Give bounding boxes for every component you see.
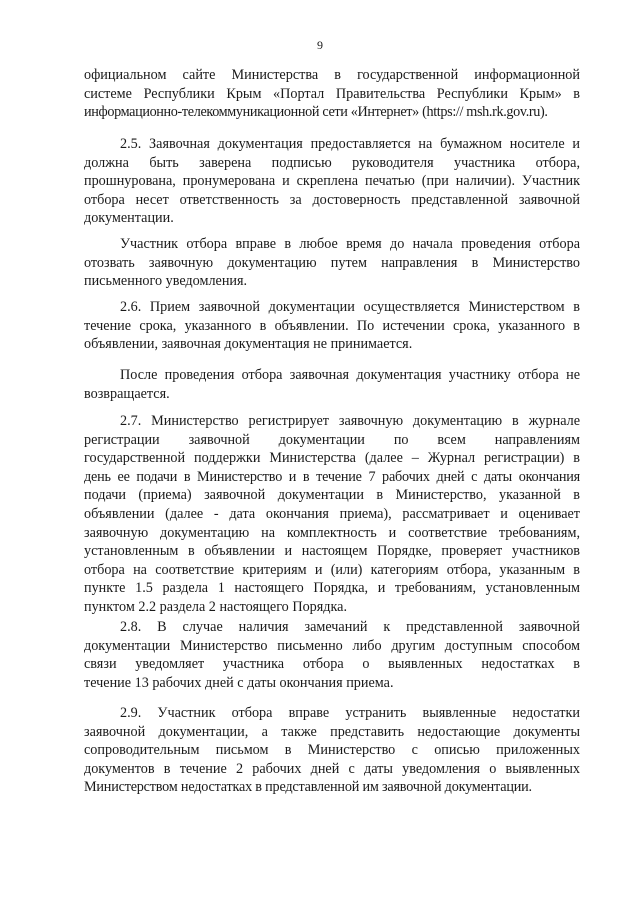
text-line: документации Министерство письменно либо другим доступным способом <box>84 637 580 654</box>
text-line: сопроводительным письмом в Министерство с описью приложенных <box>84 742 580 759</box>
text-line: официальном сайте Министерства в государственной информационной <box>84 67 580 83</box>
text-line: отозвать заявочную документацию путем направления в Министерство <box>84 254 580 271</box>
paragraph-2-8 <box>84 618 580 692</box>
paragraph-return <box>84 366 580 403</box>
text-line: 2.7. Министерство регистрирует заявочную документацию в журнале <box>120 413 580 429</box>
paragraph-2-7 <box>84 412 580 617</box>
paragraph-withdraw <box>84 235 580 291</box>
text-line: системе Республики Крым «Портал Правительства Республики Крым» в <box>84 85 580 102</box>
text-line: информационно-телекоммуникационной сети «Интернет» (https:// msh.rk.gov.ru). <box>84 104 548 121</box>
text-line: государственной поддержки Министерства (далее – Журнал регистрации) в <box>84 450 580 467</box>
text-line: документов в течение 2 рабочих дней с даты уведомления о выявленных <box>84 760 580 777</box>
text-line: 2.8. В случае наличия замечаний к представленной заявочной <box>120 619 580 635</box>
text-line: объявлении (далее - дата окончания приема), рассматривает и оценивает <box>84 505 580 522</box>
text-line: пункте 1.5 раздела 1 настоящего Порядка, и требованиям, установленным <box>84 580 580 597</box>
text-line: 2.6. Прием заявочной документации осуществляется Министерством в <box>120 299 580 315</box>
text-line: отбора на соответствие критериям и (или) категориям отбора, указанным в <box>84 561 580 578</box>
text-line: должна быть заверена подписью руководителя участника отбора, <box>84 154 580 171</box>
text-line: течение срока, указанного в объявлении. По истечении срока, указанного в <box>84 317 580 334</box>
text-line: 2.5. Заявочная документация предоставляется на бумажном носителе и <box>120 136 580 152</box>
text-line: Участник отбора вправе в любое время до начала проведения отбора <box>120 236 580 252</box>
text-line: связи уведомляет участника отбора о выявленных недостатках в <box>84 656 580 673</box>
text-line: письменного уведомления. <box>84 273 248 290</box>
text-line: отбора несет ответственность за достоверность представленной заявочной <box>84 191 580 208</box>
text-line: установленным в объявлении и настоящем Порядке, проверяет участников <box>84 543 580 560</box>
text-line: заявочную документацию на комплектность и соответствие требованиям, <box>84 524 580 541</box>
text-line: документации. <box>84 210 174 227</box>
text-line: Министерством недостатках в представленной им заявочной документации. <box>84 779 532 796</box>
text-line: возвращается. <box>84 385 170 402</box>
text-line: подачи (приема) заявочной документации в Министерство, указанной в <box>84 487 580 504</box>
paragraph-2-6 <box>84 298 580 354</box>
text-line: течение 13 рабочих дней с даты окончания приема. <box>84 674 394 691</box>
text-line: пунктом 2.2 раздела 2 настоящего Порядка. <box>84 598 348 615</box>
text-line: прошнурована, пронумерована и скреплена печатью (при наличии). Участник <box>84 173 580 190</box>
text-line: После проведения отбора заявочная документация участнику отбора не <box>120 367 580 383</box>
text-line: объявлении, заявочная документация не принимается. <box>84 336 413 353</box>
paragraph-1 <box>84 66 580 122</box>
paragraph-2-9 <box>84 704 580 797</box>
page-number: 9 <box>317 38 323 52</box>
text-line: 2.9. Участник отбора вправе устранить выявленные недостатки <box>120 705 580 721</box>
paragraph-2-5 <box>84 135 580 228</box>
text-line: регистрации заявочной документации по всем направлениям <box>84 431 580 448</box>
text-line: заявочной документации, а также представить недостающие документы <box>84 723 580 740</box>
text-line: день ее подачи в Министерство и в течение 7 рабочих дней с даты окончания <box>84 468 580 485</box>
